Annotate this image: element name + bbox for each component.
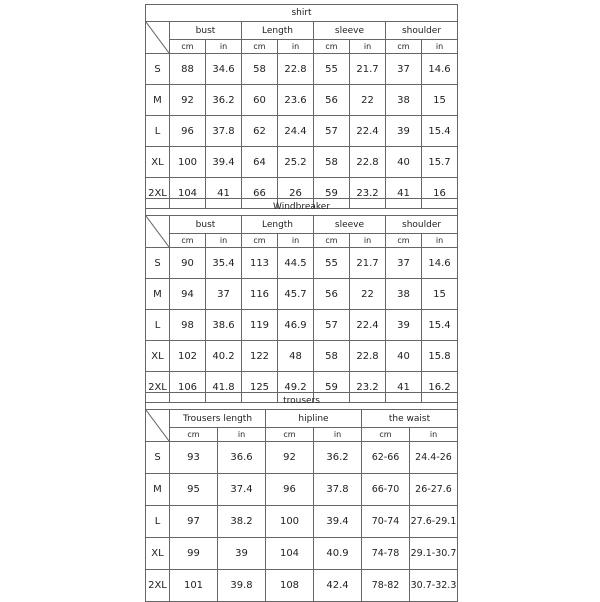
unit-header: in: [218, 428, 266, 442]
unit-header: in: [278, 234, 314, 248]
table-cell: 37: [386, 248, 422, 279]
table-cell: 40: [386, 341, 422, 372]
trousers-size-table: [145, 392, 458, 602]
table-cell: 119: [242, 310, 278, 341]
table-cell: 64: [242, 147, 278, 178]
table-cell: 70-74: [362, 506, 410, 538]
table-cell: 16.2: [422, 372, 458, 403]
table-cell: 90: [170, 248, 206, 279]
table-cell: 56: [314, 85, 350, 116]
table-cell: 100: [266, 506, 314, 538]
unit-header: in: [422, 40, 458, 54]
table-cell: 23.6: [278, 85, 314, 116]
table-row: [146, 341, 458, 372]
size-label: S: [146, 54, 170, 85]
unit-header: cm: [362, 428, 410, 442]
table-row: [146, 442, 458, 474]
table-cell: 99: [170, 538, 218, 570]
unit-header: cm: [314, 40, 350, 54]
table-cell: 41: [206, 178, 242, 209]
table-cell: 22.4: [350, 310, 386, 341]
size-label: 2XL: [146, 372, 170, 403]
size-label: S: [146, 248, 170, 279]
table-cell: 57: [314, 310, 350, 341]
table-cell: 92: [266, 442, 314, 474]
shirt-size-table: [145, 4, 458, 209]
table-row: [146, 506, 458, 538]
unit-header: cm: [170, 40, 206, 54]
table-cell: 59: [314, 178, 350, 209]
table-cell: 24.4: [278, 116, 314, 147]
table-cell: 44.5: [278, 248, 314, 279]
table-cell: 15.4: [422, 116, 458, 147]
column-group-header: bust: [170, 22, 242, 40]
table-cell: 38.6: [206, 310, 242, 341]
table-row: [146, 310, 458, 341]
table-cell: 58: [314, 341, 350, 372]
unit-header: cm: [314, 234, 350, 248]
table-cell: 62: [242, 116, 278, 147]
table-cell: 14.6: [422, 54, 458, 85]
unit-header: cm: [242, 234, 278, 248]
table-cell: 46.9: [278, 310, 314, 341]
table-cell: 38: [386, 85, 422, 116]
size-label: M: [146, 474, 170, 506]
table-cell: 66: [242, 178, 278, 209]
table-cell: 23.2: [350, 372, 386, 403]
table-cell: 24.4-26: [410, 442, 458, 474]
table-cell: 58: [314, 147, 350, 178]
table-cell: 60: [242, 85, 278, 116]
table-cell: 104: [266, 538, 314, 570]
size-label: M: [146, 279, 170, 310]
table-cell: 30.7-32.3: [410, 570, 458, 602]
table-cell: 27.6-29.1: [410, 506, 458, 538]
table-cell: 39.4: [206, 147, 242, 178]
table-row: [146, 85, 458, 116]
table-cell: 101: [170, 570, 218, 602]
table-cell: 57: [314, 116, 350, 147]
column-group-header: sleeve: [314, 216, 386, 234]
table-cell: 15.8: [422, 341, 458, 372]
unit-header: cm: [170, 234, 206, 248]
table-cell: 34.6: [206, 54, 242, 85]
table-cell: 88: [170, 54, 206, 85]
table-cell: 55: [314, 248, 350, 279]
table-cell: 16: [422, 178, 458, 209]
table-cell: 102: [170, 341, 206, 372]
table-cell: 29.1-30.7: [410, 538, 458, 570]
column-group-header: Length: [242, 22, 314, 40]
table-cell: 41.8: [206, 372, 242, 403]
table-cell: 100: [170, 147, 206, 178]
table-title: shirt: [146, 5, 458, 22]
size-label: 2XL: [146, 570, 170, 602]
table-cell: 15: [422, 279, 458, 310]
unit-header: in: [206, 234, 242, 248]
table-cell: 22.8: [278, 54, 314, 85]
size-label: L: [146, 116, 170, 147]
size-label: XL: [146, 538, 170, 570]
unit-header: in: [422, 234, 458, 248]
column-group-header: shoulder: [386, 216, 458, 234]
table-cell: 113: [242, 248, 278, 279]
table-cell: 39.8: [218, 570, 266, 602]
table-cell: 14.6: [422, 248, 458, 279]
table-cell: 37: [206, 279, 242, 310]
table-row: [146, 538, 458, 570]
table-row: [146, 279, 458, 310]
table-cell: 42.4: [314, 570, 362, 602]
unit-header: in: [410, 428, 458, 442]
table-cell: 95: [170, 474, 218, 506]
table-cell: 39.4: [314, 506, 362, 538]
size-label: 2XL: [146, 178, 170, 209]
table-cell: 92: [170, 85, 206, 116]
table-cell: 15.7: [422, 147, 458, 178]
table-row: [146, 116, 458, 147]
size-label: XL: [146, 341, 170, 372]
table-cell: 37: [386, 54, 422, 85]
table-cell: 22.4: [350, 116, 386, 147]
table-cell: 45.7: [278, 279, 314, 310]
column-group-header: shoulder: [386, 22, 458, 40]
table-cell: 59: [314, 372, 350, 403]
unit-header: cm: [242, 40, 278, 54]
table-cell: 58: [242, 54, 278, 85]
unit-header: cm: [386, 40, 422, 54]
table-cell: 116: [242, 279, 278, 310]
size-label: M: [146, 85, 170, 116]
table-cell: 26-27.6: [410, 474, 458, 506]
table-title: Windbreaker: [146, 199, 458, 216]
unit-header: in: [314, 428, 362, 442]
table-cell: 21.7: [350, 248, 386, 279]
table-cell: 15.4: [422, 310, 458, 341]
table-cell: 94: [170, 279, 206, 310]
table-cell: 22.8: [350, 147, 386, 178]
table-cell: 41: [386, 178, 422, 209]
table-cell: 37.8: [206, 116, 242, 147]
table-cell: 96: [170, 116, 206, 147]
unit-header: cm: [266, 428, 314, 442]
table-cell: 38.2: [218, 506, 266, 538]
table-cell: 39: [386, 116, 422, 147]
column-group-header: Length: [242, 216, 314, 234]
size-label: XL: [146, 147, 170, 178]
table-cell: 125: [242, 372, 278, 403]
table-cell: 36.2: [206, 85, 242, 116]
unit-header: in: [206, 40, 242, 54]
size-label: L: [146, 310, 170, 341]
table-cell: 22: [350, 85, 386, 116]
unit-header: in: [278, 40, 314, 54]
table-cell: 41: [386, 372, 422, 403]
unit-header: in: [350, 40, 386, 54]
table-cell: 98: [170, 310, 206, 341]
table-cell: 74-78: [362, 538, 410, 570]
unit-header: cm: [386, 234, 422, 248]
table-cell: 36.6: [218, 442, 266, 474]
table-cell: 38: [386, 279, 422, 310]
table-cell: 122: [242, 341, 278, 372]
column-group-header: bust: [170, 216, 242, 234]
unit-header: in: [350, 234, 386, 248]
table-cell: 21.7: [350, 54, 386, 85]
table-cell: 35.4: [206, 248, 242, 279]
table-cell: 108: [266, 570, 314, 602]
table-cell: 37.4: [218, 474, 266, 506]
table-cell: 106: [170, 372, 206, 403]
table-cell: 62-66: [362, 442, 410, 474]
unit-header: cm: [170, 428, 218, 442]
table-cell: 66-70: [362, 474, 410, 506]
table-cell: 55: [314, 54, 350, 85]
column-group-header: hipline: [266, 410, 362, 428]
column-group-header: sleeve: [314, 22, 386, 40]
table-cell: 56: [314, 279, 350, 310]
table-cell: 36.2: [314, 442, 362, 474]
corner-diagonal-cell: [146, 216, 170, 248]
table-cell: 97: [170, 506, 218, 538]
table-title: trousers: [146, 393, 458, 410]
table-cell: 93: [170, 442, 218, 474]
table-row: [146, 54, 458, 85]
table-cell: 104: [170, 178, 206, 209]
corner-diagonal-cell: [146, 410, 170, 442]
table-cell: 39: [218, 538, 266, 570]
column-group-header: Trousers length: [170, 410, 266, 428]
table-cell: 39: [386, 310, 422, 341]
table-cell: 40.2: [206, 341, 242, 372]
table-cell: 49.2: [278, 372, 314, 403]
table-row: [146, 248, 458, 279]
table-cell: 37.8: [314, 474, 362, 506]
windbreaker-size-table: [145, 198, 458, 403]
table-cell: 25.2: [278, 147, 314, 178]
table-cell: 78-82: [362, 570, 410, 602]
table-row: [146, 147, 458, 178]
table-cell: 22.8: [350, 341, 386, 372]
table-cell: 26: [278, 178, 314, 209]
column-group-header: the waist: [362, 410, 458, 428]
size-label: S: [146, 442, 170, 474]
table-row: [146, 474, 458, 506]
table-row: [146, 570, 458, 602]
table-cell: 23.2: [350, 178, 386, 209]
table-cell: 96: [266, 474, 314, 506]
table-cell: 48: [278, 341, 314, 372]
corner-diagonal-cell: [146, 22, 170, 54]
table-cell: 15: [422, 85, 458, 116]
table-cell: 22: [350, 279, 386, 310]
table-cell: 40: [386, 147, 422, 178]
table-cell: 40.9: [314, 538, 362, 570]
size-label: L: [146, 506, 170, 538]
